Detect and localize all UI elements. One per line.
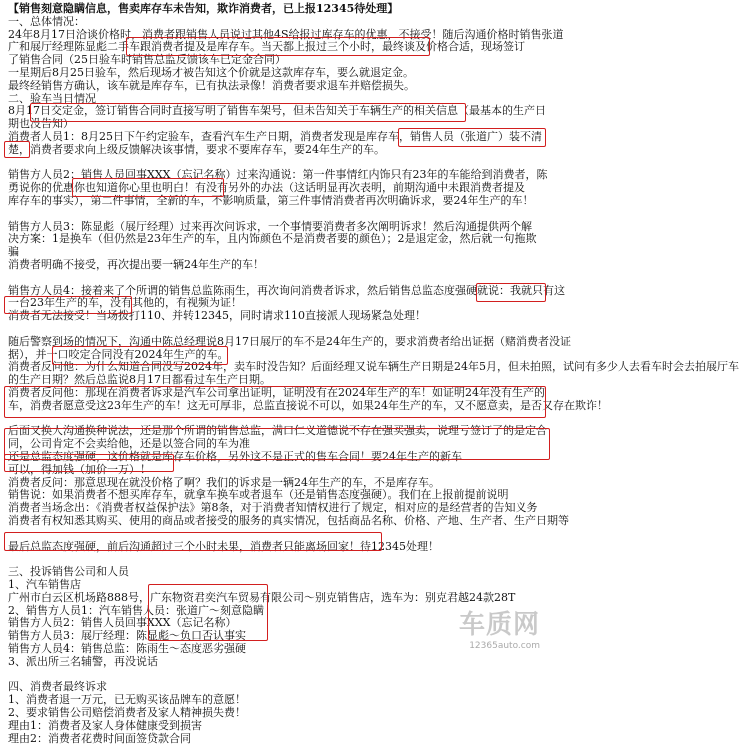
doc-line: 骗 [8,245,19,259]
doc-line: 3、派出所三名辅警，再没说话 [8,654,158,668]
doc-line: 销售方人员3：陈显彪（展厅经理）过来再次问诉求，一个事情要消费者多次阐明诉求！然后沟通提供两个解 [8,219,532,233]
doc-line: 勇说你的优惠你也知道你心里也明白！有没有另外的办法（这话明显再次表明，前期沟通中未跟消费者提及 [8,181,525,195]
doc-line: 二、验车当日情况 [8,91,96,105]
doc-line: 楚，消费者要求向上级反馈解决该事情，要求不要库存车，要24年生产的车。 [8,142,385,156]
site-watermark [459,604,540,651]
doc-line: 据），并一口咬定合同没有2024年生产的车。 [8,347,229,361]
doc-line: 广和展厅经理陈显彪二手车跟消费者提及是库存车。当天都上报过三个小时，最终谈及价格合适，现场签订 [8,40,525,54]
doc-line [8,271,546,284]
doc-line: 销售方人员2：销售人员回事XXX（忘记名称） [8,616,237,630]
doc-line: 还是总监态度强硬，这价格就是库存车价格，另外这不是正式的售车合同！要24年生产的新车 [8,450,462,463]
doc-line: 广州市白云区机场路888号，广东物资君奕汽车贸易有限公司～别克销售店，选车为：别克君越24款28T [8,590,516,604]
doc-line: 随后警察到场的情况下，沟通中陈总经理说8月17日展厅的车不是24年生产的，要求消费者给出证据（赌消费者没证 [8,334,571,348]
doc-line: 2、销售方人员1：汽车销售人员：张道广～刻意隐瞒 [8,603,264,617]
doc-line: 销售方人员4：销售总监：陈雨生～态度恶劣强硬 [8,642,246,655]
doc-line [8,322,546,335]
doc-line [8,207,546,220]
doc-line [8,668,546,681]
doc-line: 一星期后8月25日验车，然后现场才被告知这个价就是这款库存车，要么就退定金。 [8,66,414,79]
doc-line: 后面又换人沟通换种说法，还是那个所谓的销售总监，满口仁义道德说不存在强买强卖，说理亏签订了的是定合 [8,424,547,438]
doc-line: 理由1：消费者及家人身体健康受到损害 [8,718,202,732]
doc-line: 消费者当场念出：《消费者权益保护法》第8条，对于消费者知情权进行了规定，相对应的是经营者的告知义务 [8,501,538,515]
doc-line: 一、总体情况： [8,14,85,28]
doc-line: 销售方人员2：销售人员回事XXX（忘记名称）过来沟通说：第一件事情红内饰只有23年的车能给到消费者，陈 [8,168,548,182]
doc-line: 最后总监态度强硬，前后沟通超过三个小时未果，消费者只能离场回家！待12345处理！ [8,539,439,553]
doc-line: 消费者明确不接受，再次提出要一辆24年生产的车！ [8,258,264,271]
doc-line: 消费者反问他：那现在消费者诉求是汽车公司拿出证明，证明没有在2024年生产的车！如证明24年没有生产的 [8,386,545,399]
doc-line: 【销售刻意隐瞒信息，售卖库存车未告知，欺诈消费者，已上报12345待处理】 [8,2,399,15]
doc-line [8,156,546,169]
doc-line: 1、消费者退一万元，已无购买该品牌车的意愿！ [8,693,246,707]
doc-line [8,552,546,565]
doc-line: 四、消费者最终诉求 [8,680,107,694]
doc-line: 消费者反问：那意思现在就没价格了啊？我们的诉求是一辆24年生产的车，不是库存车。 [8,475,440,489]
doc-line: 了销售合同（25日验车时销售总监反馈该车已定金合同） [8,53,286,67]
doc-line [8,412,546,425]
doc-line: 消费者反问他：为什么知道合同没写2024年，卖车时没告知？后面经理又说车辆生产日期是24年5月，但未拍照，试问有多少人去看车时会去拍展厅车 [8,360,739,374]
doc-line: 销售说：如果消费者不想买库存车，就拿车换车或者退车（还是销售态度强硬）。我们在上报前提前说明 [8,488,509,502]
doc-line: 一台23年生产的车，没有其他的，有视频为证！ [8,296,242,310]
doc-line: 消费者有权知悉其购买、使用的商品或者接受的服务的真实情况，包括商品名称、价格、产地、生产者、生产日期等 [8,514,569,527]
doc-line: 同，公司肯定不会卖给他，还是以签合同的车为准 [8,437,250,451]
doc-line: 24年8月17日洽谈价格时，消费者跟销售人员说过其他4S给报过库存车的优惠，不接受！随后沟通价格时销售张道 [8,27,564,41]
doc-line: 销售方人员3：展厅经理：陈显彪～负口否认事实 [8,629,246,643]
doc-line: 的生产日期？然后总监说8月17日都看过车生产日期。 [8,373,271,387]
doc-line [8,527,546,540]
watermark-url: 12365auto.com [469,641,540,651]
doc-line: 理由2：消费者花费时间面签贷款合同 [8,731,191,745]
doc-line: 三、投诉销售公司和人员 [8,565,129,579]
doc-line: 销售方人员4：接着来了个所谓的销售总监陈雨生，再次询问消费者诉求，然后销售总监态度强硬就说：我就只有这 [8,283,565,297]
doc-line: 8月17日交定金，签订销售合同时直接写明了销售车架号，但未告知关于车辆生产的相关信息（最基本的生产日 [8,104,546,118]
doc-line: 库存车的事实），第二件事情，全新的车，不影响质量，第三件事情消费者再次明确诉求，要24年生产的车！ [8,194,534,207]
watermark-logo: 车质网 [458,610,540,640]
doc-line: 消费者无法接受！当场拨打110、并转12345，同时请求110直接派人现场紧急处理！ [8,309,426,323]
doc-line: 可以，得加钱（加价一万）！ [8,462,151,476]
doc-line: 车，消费者愿意受这23年生产的车！这无可厚非，总监直接说不可以，如果24年生产的车，又不愿意卖，是否又存在欺诈！ [8,398,608,412]
doc-line: 决方案：1是换车（但仍然是23年生产的车，且内饰颜色不是消费者要的颜色）；2是退定金，然后就一句拖欺 [8,232,537,246]
doc-line: 1、汽车销售店 [8,578,81,591]
doc-line: 期也没告知） [8,117,74,131]
doc-line: 最终经销售方确认，该车就是库存车，已有执法录像！消费者要求退车并赔偿损失。 [8,78,415,92]
doc-line: 消费者人员1：8月25日下午约定验车，查看汽车生产日期，消费者发现是库存车，销售人员（张道广）装不清 [8,130,542,143]
doc-line: 2、要求销售公司赔偿消费者及家人精神损失费！ [8,706,246,719]
